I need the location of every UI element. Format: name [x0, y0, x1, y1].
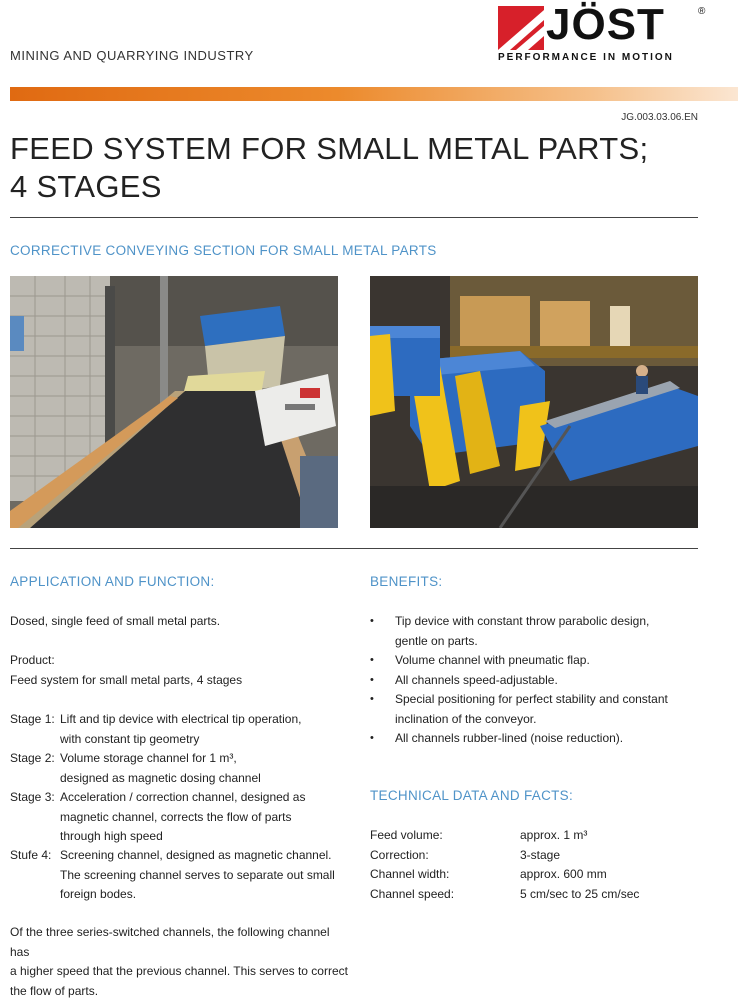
logo-tagline: PERFORMANCE IN MOTION	[498, 52, 674, 63]
stage-text: with constant tip geometry	[60, 730, 350, 750]
photo-tip-device	[370, 276, 698, 528]
industry-label: MINING AND QUARRYING INDUSTRY	[10, 48, 254, 63]
benefit-text: Tip device with constant throw parabolic design,	[395, 612, 675, 632]
benefit-text: All channels rubber-lined (noise reduction).	[395, 729, 675, 749]
stage-item	[10, 846, 350, 906]
benefit-item	[370, 729, 670, 749]
tech-value: approx. 1 m³	[520, 826, 587, 846]
photo-conveyor-line	[10, 276, 338, 528]
stage-text: Acceleration / correction channel, designed as	[60, 788, 350, 808]
stage-label: Stage 2:	[10, 749, 55, 769]
technical-heading: TECHNICAL DATA AND FACTS:	[370, 788, 573, 803]
logo-registered: ®	[698, 6, 705, 17]
section-subtitle: CORRECTIVE CONVEYING SECTION FOR SMALL METAL PARTS	[10, 243, 437, 258]
document-number: JG.003.03.06.EN	[598, 112, 698, 123]
tech-key: Correction:	[370, 846, 429, 866]
stage-text: Screening channel, designed as magnetic channel.	[60, 846, 350, 866]
company-logo	[498, 4, 710, 66]
stage-label: Stage 3:	[10, 788, 55, 808]
tech-value: approx. 600 mm	[520, 865, 607, 885]
bullet-icon: •	[370, 651, 374, 671]
application-intro: Dosed, single feed of small metal parts.	[10, 612, 220, 632]
stage-item	[10, 788, 350, 848]
benefit-item	[370, 651, 670, 671]
tech-key: Channel width:	[370, 865, 449, 885]
stage-text: Lift and tip device with electrical tip operation,	[60, 710, 350, 730]
tech-value: 3-stage	[520, 846, 560, 866]
benefit-text: Volume channel with pneumatic flap.	[395, 651, 675, 671]
stage-item	[10, 749, 350, 789]
logo-mark-icon	[498, 6, 544, 50]
product-label: Product:	[10, 651, 55, 671]
benefit-text: All channels speed-adjustable.	[395, 671, 675, 691]
stage-text: foreign bodes.	[60, 885, 350, 905]
tech-row	[370, 885, 700, 905]
benefits-heading: BENEFITS:	[370, 574, 442, 589]
bullet-icon: •	[370, 612, 374, 632]
application-heading: APPLICATION AND FUNCTION:	[10, 574, 215, 589]
tech-key: Feed volume:	[370, 826, 443, 846]
stage-label: Stufe 4:	[10, 846, 51, 866]
stage-text: through high speed	[60, 827, 350, 847]
header-accent-bar	[10, 87, 738, 101]
tech-row	[370, 826, 700, 846]
title-line-1: FEED SYSTEM FOR SMALL METAL PARTS;	[10, 130, 648, 168]
benefit-item	[370, 612, 670, 652]
page-title	[10, 130, 648, 206]
divider-middle	[10, 548, 698, 549]
closing-line: the flow of parts.	[10, 982, 350, 1001]
stage-text: The screening channel serves to separate out small	[60, 866, 350, 886]
divider-top	[10, 217, 698, 218]
closing-line: Of the three series-switched channels, the following channel has	[10, 923, 350, 962]
tech-row	[370, 846, 700, 866]
benefit-text: gentle on parts.	[395, 632, 675, 652]
stage-label: Stage 1:	[10, 710, 55, 730]
stage-text: magnetic channel, corrects the flow of parts	[60, 808, 350, 828]
tech-key: Channel speed:	[370, 885, 454, 905]
closing-line: a higher speed that the previous channel. This serves to correct	[10, 962, 350, 982]
product-value: Feed system for small metal parts, 4 stages	[10, 671, 242, 691]
bullet-icon: •	[370, 729, 374, 749]
benefit-text: inclination of the conveyor.	[395, 710, 675, 730]
stage-text: designed as magnetic dosing channel	[60, 769, 350, 789]
bullet-icon: •	[370, 671, 374, 691]
logo-wordmark: JÖST	[546, 0, 665, 50]
tech-row	[370, 865, 700, 885]
stage-text: Volume storage channel for 1 m³,	[60, 749, 350, 769]
benefit-item	[370, 671, 670, 691]
application-closing	[10, 923, 350, 1001]
stage-item	[10, 710, 350, 750]
bullet-icon: •	[370, 690, 374, 710]
benefit-item	[370, 690, 670, 730]
tech-value: 5 cm/sec to 25 cm/sec	[520, 885, 639, 905]
title-line-2: 4 STAGES	[10, 168, 648, 206]
benefit-text: Special positioning for perfect stability and constant	[395, 690, 675, 710]
